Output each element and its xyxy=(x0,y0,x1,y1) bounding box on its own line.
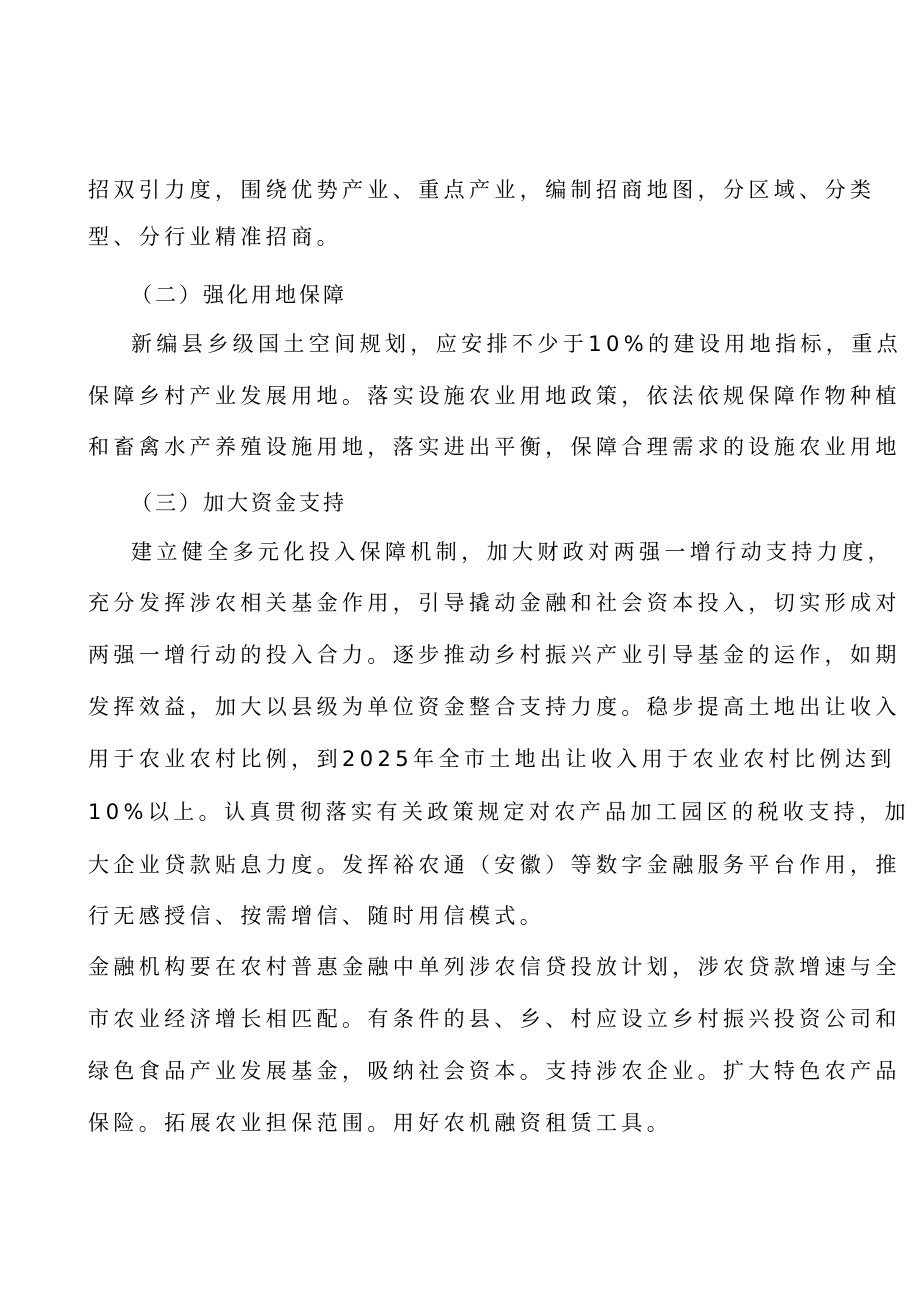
paragraph-line: 和畜禽水产养殖设施用地，落实进出平衡，保障合理需求的设施农业用地 xyxy=(88,435,901,459)
section-heading: （二）强化用地保障 xyxy=(131,283,347,307)
section-heading: （三）加大资金支持 xyxy=(131,491,347,515)
paragraph-line: 两强一增行动的投入合力。逐步推动乡村振兴产业引导基金的运作，如期 xyxy=(88,643,901,667)
paragraph-line: 建立健全多元化投入保障机制，加大财政对两强一增行动支持力度， xyxy=(131,540,893,564)
paragraph-line: 充分发挥涉农相关基金作用，引导撬动金融和社会资本投入，切实形成对 xyxy=(88,591,901,615)
paragraph-line: 型、分行业精准招商。 xyxy=(88,225,342,249)
paragraph-line: 发挥效益，加大以县级为单位资金整合支持力度。稳步提高土地出让收入 xyxy=(88,695,901,719)
paragraph-line: 大企业贷款贴息力度。发挥裕农通（安徽）等数字金融服务平台作用，推 xyxy=(88,853,901,877)
paragraph-line: 用于农业农村比例，到2025年全市土地出让收入用于农业农村比例达到 xyxy=(88,747,896,771)
paragraph-line: 招双引力度，围绕优势产业、重点产业，编制招商地图，分区域、分类 xyxy=(88,178,876,202)
paragraph-line: 保障乡村产业发展用地。落实设施农业用地政策，依法依规保障作物种植 xyxy=(88,384,901,408)
paragraph-line: 新编县乡级国土空间规划，应安排不少于10%的建设用地指标，重点 xyxy=(131,332,903,356)
paragraph-line: 市农业经济增长相匹配。有条件的县、乡、村应设立乡村振兴投资公司和 xyxy=(88,1007,901,1031)
paragraph-line: 绿色食品产业发展基金，吸纳社会资本。支持涉农企业。扩大特色农产品 xyxy=(88,1059,901,1083)
paragraph-line: 10%以上。认真贯彻落实有关政策规定对农产品加工园区的税收支持，加 xyxy=(88,800,910,824)
paragraph-line: 金融机构要在农村普惠金融中单列涉农信贷投放计划，涉农贷款增速与全 xyxy=(88,955,901,979)
paragraph-line: 行无感授信、按需增信、随时用信模式。 xyxy=(88,904,546,928)
paragraph-line: 保险。拓展农业担保范围。用好农机融资租赁工具。 xyxy=(88,1111,673,1135)
